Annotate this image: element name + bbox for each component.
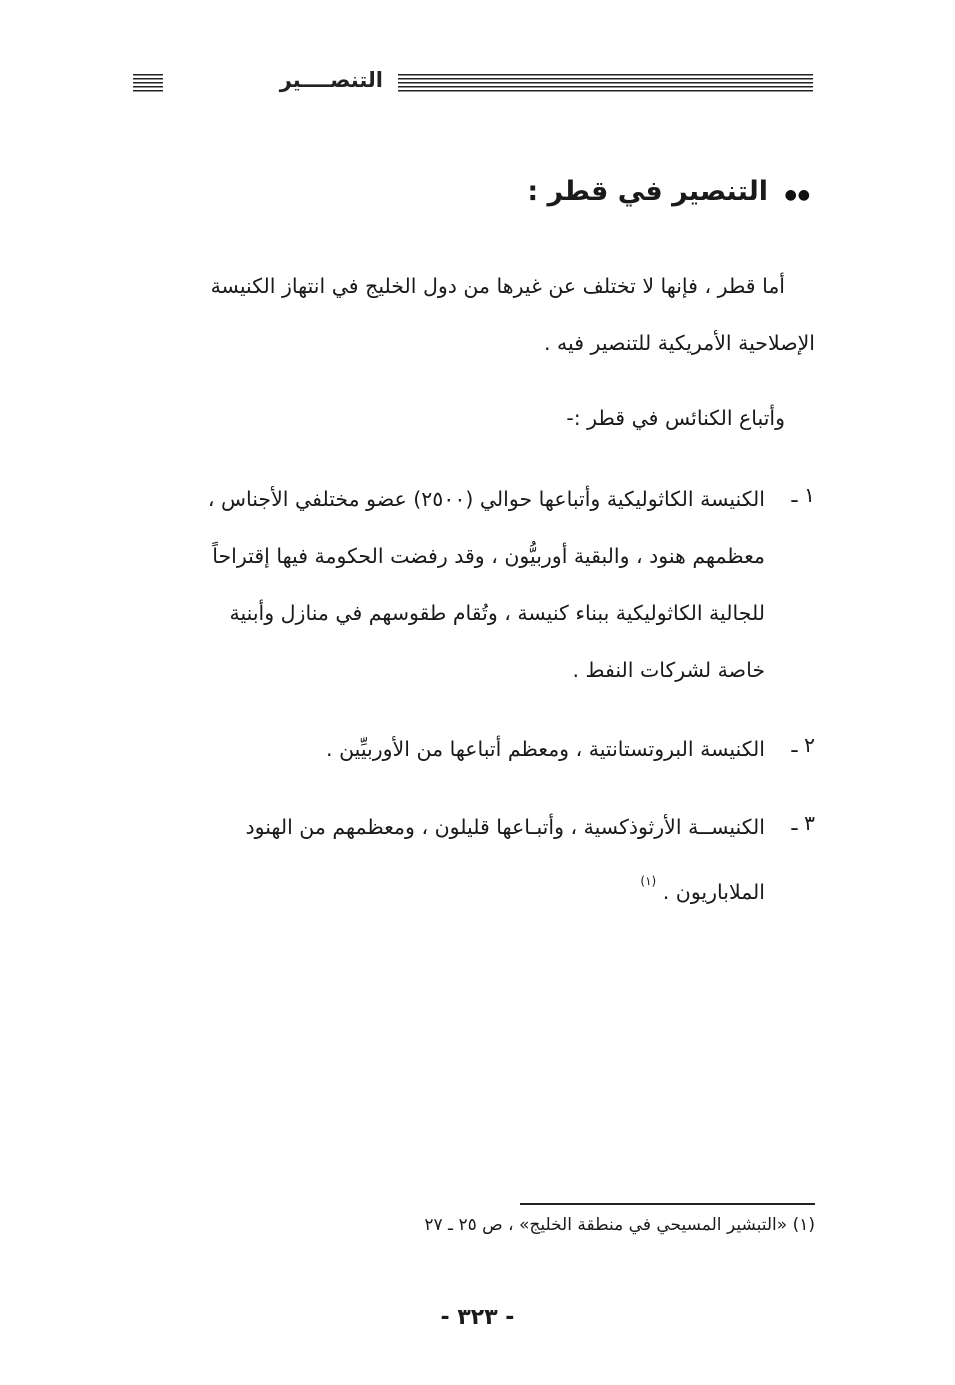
item-3-line-1: الكنيســة الأرثوذكسية ، وأتبـاعها قليلون ، ومعظمهم من الهنود — [245, 815, 765, 839]
followers-intro: وأتباع الكنائس في قطر :- — [566, 406, 785, 430]
item-1-line-1: الكنيسة الكاثوليكية وأتباعها حوالي (٢٥٠٠) عضو مختلفي الأجناس ، — [207, 487, 765, 511]
page-number: - ٣٢٣ - — [440, 1305, 515, 1330]
item-3-number: ٣ ـ — [791, 811, 815, 835]
header-rule-short — [133, 74, 163, 94]
item-3-line-2-text: الملاباريون . — [662, 880, 765, 904]
item-1-line-3: للجالية الكاثوليكية ببناء كنيسة ، وتُقام طقوسهم في منازل وأبنية — [229, 601, 765, 625]
item-1-line-4: خاصة لشركات النفط . — [572, 658, 765, 682]
item-3-line-2 — [640, 852, 765, 921]
header-title: التنصــــير — [279, 68, 383, 92]
intro-line-1: أما قطر ، فإنها لا تختلف عن غيرها من دول الخليج في انتهاز الكنيسة — [210, 274, 785, 298]
item-2-number: ٢ ـ — [791, 733, 815, 757]
header-rule-long — [398, 74, 813, 94]
heading-bullet-icon: ●● — [784, 187, 811, 203]
item-2-line-1: الكنيسة البروتستانتية ، ومعظم أتباعها من الأوربيِّين . — [326, 737, 765, 761]
footnote: (١) «التبشير المسيحي في منطقة الخليج» ، ص ٢٥ ـ ٢٧ — [424, 1215, 815, 1235]
item-1-line-2: معظمهم هنود ، والبقية أوربيُّون ، وقد رفضت الحكومة فيها إقتراحاً — [212, 544, 765, 568]
footnote-reference: (١) — [640, 874, 657, 888]
footnote-separator — [520, 1203, 815, 1205]
section-heading-text: التنصير في قطر : — [527, 176, 768, 207]
item-1-number: ١ ـ — [791, 483, 815, 507]
intro-line-2: الإصلاحية الأمريكية للتنصير فيه . — [544, 331, 815, 355]
section-heading — [527, 176, 808, 207]
running-header — [133, 68, 813, 96]
